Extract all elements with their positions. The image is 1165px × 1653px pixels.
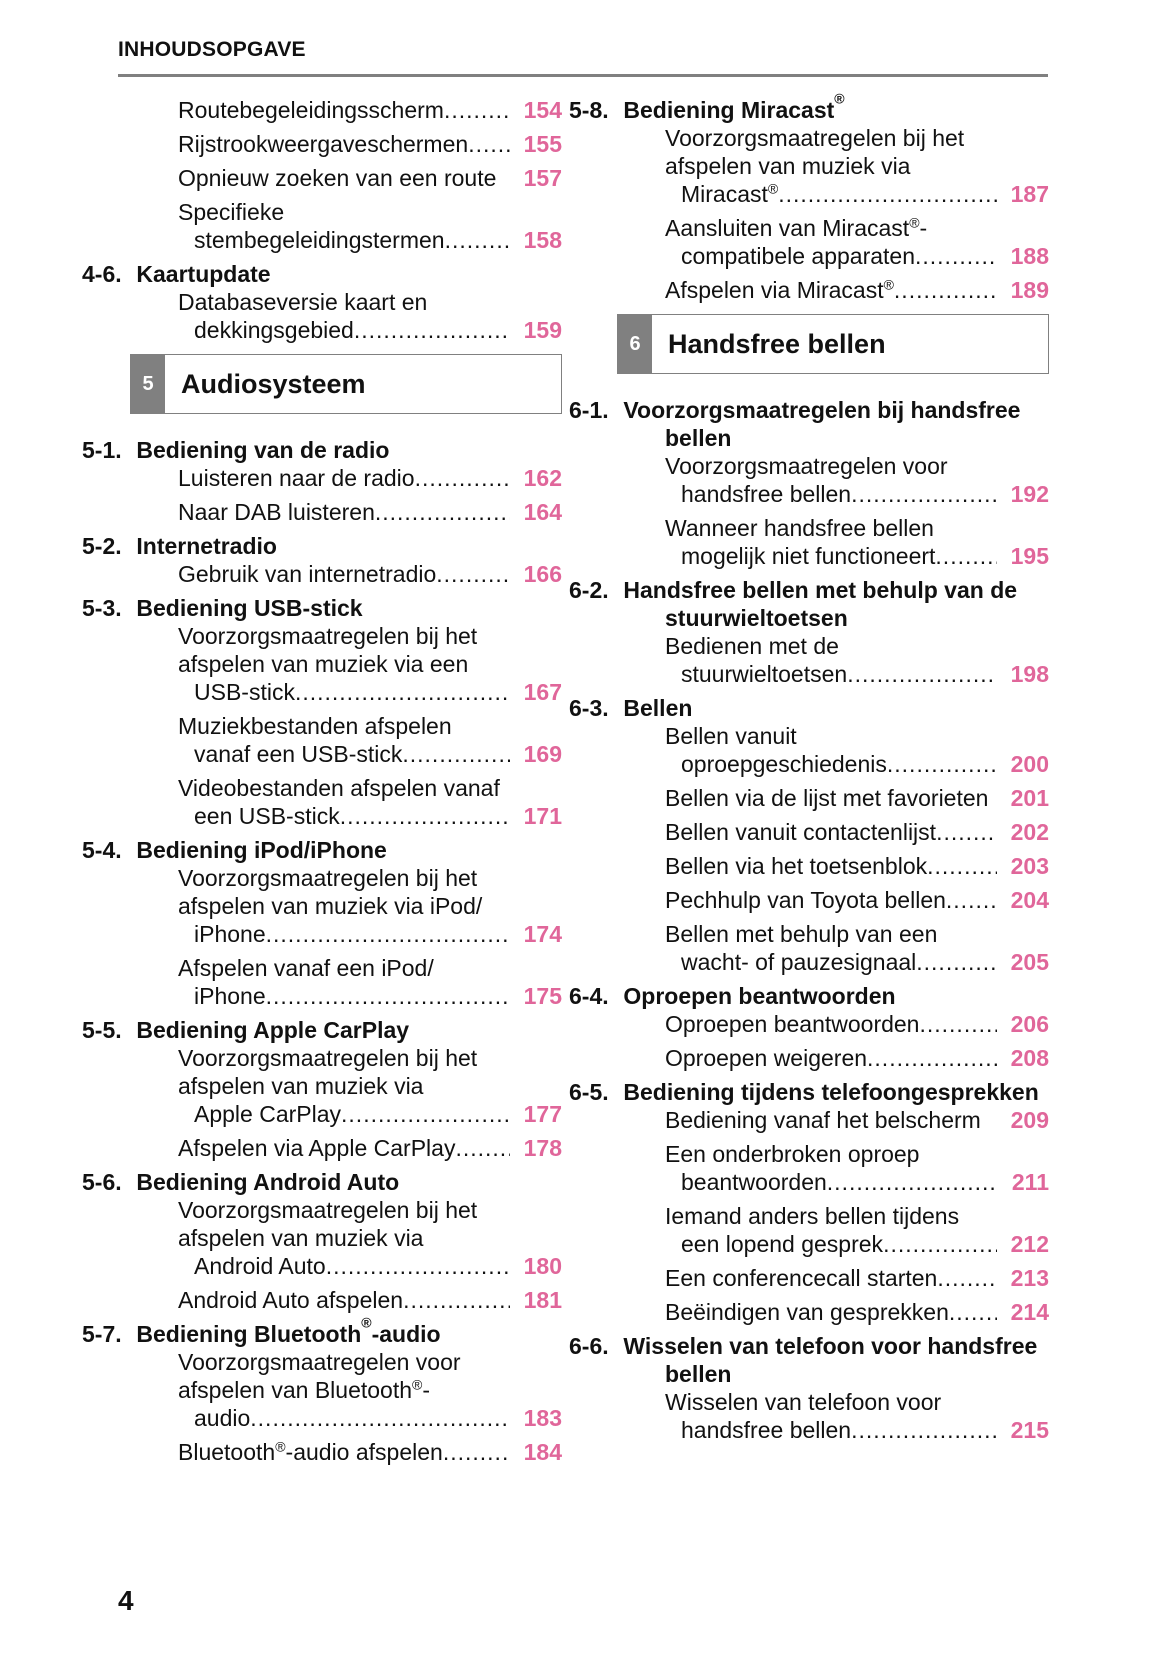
- toc-page-link[interactable]: 195: [1010, 543, 1049, 569]
- toc-entry[interactable]: [617, 920, 1049, 976]
- toc-entry-text: Videobestanden afspelen vanaf: [178, 775, 500, 801]
- dot-leader: [867, 1044, 997, 1072]
- section-heading[interactable]: 5-8. Bediening Miracast®: [569, 90, 845, 123]
- toc-entry-text: Voorzorgsmaatregelen bij het: [178, 865, 478, 891]
- toc-page-link[interactable]: 181: [523, 1287, 562, 1313]
- toc-page-link[interactable]: 202: [1010, 819, 1049, 845]
- toc-entry-text: afspelen van muziek via: [178, 1073, 424, 1099]
- toc-page-link[interactable]: 164: [523, 499, 562, 525]
- toc-group: [617, 452, 1049, 570]
- toc-group: [617, 1010, 1049, 1072]
- toc-entry-text: Databaseversie kaart en: [178, 289, 428, 315]
- toc-group: [617, 124, 1049, 304]
- toc-entry[interactable]: [617, 1106, 1049, 1134]
- section-heading[interactable]: 6-3. Bellen: [569, 695, 693, 721]
- dot-leader: [915, 242, 997, 270]
- section-title: Wisselen van telefoon voor handsfree bellen: [623, 1333, 1038, 1387]
- toc-group: [617, 1388, 1049, 1444]
- toc-entry[interactable]: [617, 1044, 1049, 1072]
- dot-leader: [415, 464, 510, 492]
- toc-entry-text: Voorzorgsmaatregelen voor: [178, 1349, 461, 1375]
- toc-group: [130, 1348, 562, 1466]
- toc-entry[interactable]: [130, 774, 562, 830]
- chapter-number: 5: [131, 355, 165, 413]
- toc-entry-text: Afspelen vanaf een iPod/: [178, 955, 434, 981]
- toc-page-link[interactable]: 187: [1010, 181, 1049, 207]
- toc-page-link[interactable]: 211: [1011, 1169, 1049, 1195]
- toc-entry[interactable]: [130, 1286, 562, 1314]
- toc-entry[interactable]: [130, 1134, 562, 1162]
- toc-entry-text: Bedienen met de: [665, 633, 839, 659]
- dot-leader: [936, 818, 997, 846]
- toc-page-link[interactable]: 205: [1010, 949, 1049, 975]
- toc-entry-text: iPhone: [194, 921, 266, 947]
- toc-entry-text: Routebegeleidingsscherm: [178, 97, 444, 123]
- section-heading[interactable]: 5-3. Bediening USB-stick: [82, 595, 363, 621]
- toc-entry-text: handsfree bellen: [681, 1417, 852, 1443]
- dot-leader: [946, 886, 997, 914]
- toc-entry[interactable]: [130, 96, 562, 124]
- section-title: Bediening Miracast: [623, 97, 835, 123]
- toc-entry-text: Bellen met behulp van een: [665, 921, 938, 947]
- toc-entry-text: beantwoorden: [681, 1169, 827, 1195]
- toc-entry-text: Aansluiten van Miracast®-: [665, 214, 928, 241]
- dot-leader: [444, 96, 510, 124]
- toc-entry-text: wacht- of pauzesignaal: [681, 949, 917, 975]
- toc-page-link[interactable]: 154: [523, 97, 562, 123]
- toc-page-link[interactable]: 167: [523, 679, 562, 705]
- dot-leader: [937, 1264, 997, 1292]
- toc-entry-text: Bellen via de lijst met favorieten: [665, 785, 989, 811]
- toc-entry-text: Luisteren naar de radio: [178, 465, 415, 491]
- toc-entry-text: Gebruik van internetradio: [178, 561, 437, 587]
- toc-page-link[interactable]: 203: [1010, 853, 1049, 879]
- toc-page-link[interactable]: 204: [1010, 887, 1049, 913]
- section-title: Internetradio: [136, 533, 277, 559]
- toc-page-link[interactable]: 200: [1010, 751, 1049, 777]
- toc-entry-text: dekkingsgebied: [194, 317, 354, 343]
- dot-leader: [927, 852, 997, 880]
- toc-entry[interactable]: [617, 1264, 1049, 1292]
- toc-entry[interactable]: [617, 1388, 1049, 1444]
- dot-leader: [341, 1100, 510, 1128]
- toc-entry[interactable]: [130, 1438, 562, 1466]
- toc-entry[interactable]: [617, 886, 1049, 914]
- toc-page-link[interactable]: 177: [523, 1101, 562, 1127]
- dot-leader: [266, 982, 510, 1010]
- toc-entry-text: Oproepen beantwoorden: [665, 1011, 920, 1037]
- toc-entry[interactable]: [617, 276, 1049, 304]
- toc-group: [130, 96, 562, 254]
- dot-leader: [402, 740, 510, 768]
- dot-leader: [894, 276, 997, 304]
- dot-leader: [340, 802, 510, 830]
- toc-entry-text: iPhone: [194, 983, 266, 1009]
- section-title: Bediening Bluetooth: [136, 1321, 362, 1347]
- toc-page-link[interactable]: 201: [1010, 785, 1049, 811]
- toc-page-link[interactable]: 189: [1010, 277, 1049, 303]
- toc-entry[interactable]: [617, 452, 1049, 508]
- toc-page-link[interactable]: 206: [1010, 1011, 1049, 1037]
- toc-entry[interactable]: [130, 288, 562, 344]
- registered-mark: ®: [361, 1314, 372, 1331]
- chapter-title: Handsfree bellen: [668, 328, 886, 359]
- section-heading[interactable]: 5-4. Bediening iPod/iPhone: [82, 837, 387, 863]
- toc-entry[interactable]: [617, 214, 1049, 270]
- toc-entry[interactable]: [617, 1298, 1049, 1326]
- toc-entry-text: Voorzorgsmaatregelen bij het: [178, 623, 478, 649]
- toc-entry-text: Opnieuw zoeken van een route: [178, 165, 497, 191]
- toc-entry-text: Rijstrookweergaveschermen: [178, 131, 469, 157]
- toc-page-link[interactable]: 214: [1010, 1299, 1049, 1325]
- header-rule: [118, 74, 1048, 77]
- chapter-number: 6: [618, 315, 652, 373]
- toc-entry-text: mogelijk niet functioneert: [681, 543, 936, 569]
- dot-leader: [468, 130, 510, 158]
- dot-leader: [778, 180, 997, 208]
- toc-page-link[interactable]: 174: [523, 921, 562, 947]
- left-column: [82, 96, 562, 1472]
- dot-leader: [455, 1134, 510, 1162]
- toc-entry-text: Afspelen via Apple CarPlay: [178, 1135, 456, 1161]
- section-heading[interactable]: 5-2. Internetradio: [82, 533, 277, 559]
- toc-entry-text: een lopend gesprek: [681, 1231, 884, 1257]
- section-title: Kaartupdate: [136, 261, 271, 287]
- toc-entry-text: Oproepen weigeren: [665, 1045, 868, 1071]
- section-title: Handsfree bellen met behulp van de stuurwieltoetsen: [623, 577, 1018, 631]
- toc-page-link[interactable]: 192: [1010, 481, 1049, 507]
- section-title: Bediening Apple CarPlay: [136, 1017, 410, 1043]
- toc-entry-text: Wisselen van telefoon voor: [665, 1389, 942, 1415]
- section-title: Bediening tijdens telefoongesprekken: [623, 1079, 1039, 1105]
- toc-page-link[interactable]: 212: [1010, 1231, 1049, 1257]
- toc-page-link[interactable]: 184: [523, 1439, 562, 1465]
- toc-entry[interactable]: [617, 1010, 1049, 1038]
- toc-entry-text: Voorzorgsmaatregelen bij het: [665, 125, 965, 151]
- section-title: Bediening iPod/iPhone: [136, 837, 387, 863]
- toc-entry-text: Voorzorgsmaatregelen bij het: [178, 1197, 478, 1223]
- toc-entry[interactable]: [617, 632, 1049, 688]
- chapter-banner[interactable]: [130, 354, 562, 414]
- toc-entry-text: oproepgeschiedenis: [681, 751, 887, 777]
- section-title-suffix: -audio: [371, 1321, 441, 1347]
- chapter-title: Audiosysteem: [181, 368, 366, 399]
- toc-entry-text: Bediening vanaf het belscherm: [665, 1107, 981, 1133]
- toc-entry[interactable]: [617, 784, 1049, 812]
- toc-entry-text: Miracast®: [681, 180, 779, 207]
- toc-entry-text: vanaf een USB-stick: [194, 741, 403, 767]
- page-header: INHOUDSOPGAVE: [118, 38, 306, 61]
- section-title: Bellen: [623, 695, 693, 721]
- dot-leader: [883, 1230, 997, 1258]
- toc-page-link[interactable]: 171: [523, 803, 562, 829]
- toc-group: [617, 632, 1049, 688]
- toc-entry[interactable]: [130, 712, 562, 768]
- toc-entry-text: afspelen van muziek via: [665, 153, 911, 179]
- toc-page-link[interactable]: 159: [523, 317, 562, 343]
- dot-leader: [919, 1010, 997, 1038]
- section-heading[interactable]: 5-1. Bediening van de radio: [82, 437, 390, 463]
- toc-entry[interactable]: [130, 954, 562, 1010]
- toc-entry-text: Voorzorgsmaatregelen voor: [665, 453, 948, 479]
- toc-page-link[interactable]: 169: [523, 741, 562, 767]
- section-title: Bediening Android Auto: [136, 1169, 400, 1195]
- toc-entry-text: stembegeleidingstermen: [194, 227, 445, 253]
- toc-entry[interactable]: [617, 1202, 1049, 1258]
- toc-entry[interactable]: [130, 622, 562, 706]
- dot-leader: [326, 1252, 510, 1280]
- toc-entry-text: Wanneer handsfree bellen: [665, 515, 934, 541]
- toc-page-link[interactable]: 175: [523, 983, 562, 1009]
- toc-entry[interactable]: [130, 560, 562, 588]
- toc-entry[interactable]: [617, 124, 1049, 208]
- toc-entry-text: Android Auto: [194, 1253, 326, 1279]
- toc-entry[interactable]: [617, 852, 1049, 880]
- toc-entry-text: Android Auto afspelen: [178, 1287, 404, 1313]
- toc-entry-text: Bellen vanuit contactenlijst: [665, 819, 937, 845]
- toc-page-link[interactable]: 183: [523, 1405, 562, 1431]
- toc-entry[interactable]: [617, 818, 1049, 846]
- toc-page-link[interactable]: 158: [523, 227, 562, 253]
- section-heading[interactable]: 6-4. Oproepen beantwoorden: [569, 983, 896, 1009]
- toc-entry-text: afspelen van muziek via iPod/: [178, 893, 483, 919]
- toc-entry-text: Naar DAB luisteren: [178, 499, 375, 525]
- toc-entry-text: Bluetooth®-audio afspelen: [178, 1438, 443, 1465]
- section-heading[interactable]: 5-7. Bediening Bluetooth®-audio: [82, 1314, 441, 1347]
- chapter-banner[interactable]: [617, 314, 1049, 374]
- section-title: Oproepen beantwoorden: [623, 983, 896, 1009]
- toc-entry-text: stuurwieltoetsen: [681, 661, 848, 687]
- toc-entry-text: USB-stick: [194, 679, 295, 705]
- section-heading[interactable]: 4-6. Kaartupdate: [82, 261, 271, 287]
- dot-leader: [445, 226, 510, 254]
- toc-entry-text: audio: [194, 1405, 251, 1431]
- toc-group: [130, 864, 562, 1010]
- dot-leader: [403, 1286, 510, 1314]
- dot-leader: [949, 1298, 997, 1326]
- toc-entry-text: Iemand anders bellen tijdens: [665, 1203, 960, 1229]
- toc-entry[interactable]: [130, 164, 562, 192]
- registered-mark: ®: [834, 90, 845, 107]
- dot-leader: [851, 480, 997, 508]
- toc-entry[interactable]: [617, 514, 1049, 570]
- right-column: [569, 90, 1049, 1450]
- dot-leader: [436, 560, 510, 588]
- dot-leader: [375, 498, 510, 526]
- toc-page-link[interactable]: 180: [523, 1253, 562, 1279]
- toc-group: [130, 560, 562, 588]
- toc-entry-text: Voorzorgsmaatregelen bij het: [178, 1045, 478, 1071]
- toc-page-link[interactable]: 215: [1010, 1417, 1049, 1443]
- toc-page-link[interactable]: 162: [523, 465, 562, 491]
- section-heading[interactable]: 6-5. Bediening tijdens telefoongesprekken: [569, 1079, 1039, 1105]
- toc-entry[interactable]: [130, 464, 562, 492]
- dot-leader: [266, 920, 510, 948]
- toc-group: [130, 1196, 562, 1314]
- toc-entry-text: compatibele apparaten: [681, 243, 915, 269]
- toc-group: [130, 1044, 562, 1162]
- section-heading[interactable]: 6-6. Wisselen van telefoon voor handsfree bellen: [569, 1333, 1038, 1387]
- toc-entry-text: Beëindigen van gesprekken: [665, 1299, 949, 1325]
- toc-entry[interactable]: [617, 1140, 1049, 1196]
- section-title: Voorzorgsmaatregelen bij handsfree bellen: [623, 397, 1021, 451]
- toc-entry-text: Afspelen via Miracast®: [665, 276, 894, 303]
- toc-entry-text: Apple CarPlay: [194, 1101, 342, 1127]
- toc-page-link[interactable]: 213: [1010, 1265, 1049, 1291]
- toc-entry[interactable]: [130, 130, 562, 158]
- toc-entry-text: afspelen van muziek via: [178, 1225, 424, 1251]
- dot-leader: [851, 1416, 997, 1444]
- toc-entry[interactable]: [130, 1044, 562, 1128]
- dot-leader: [354, 316, 510, 344]
- dot-leader: [295, 678, 510, 706]
- page-number: 4: [118, 1585, 134, 1616]
- toc-entry-text: Specifieke: [178, 199, 285, 225]
- section-heading[interactable]: 5-6. Bediening Android Auto: [82, 1169, 400, 1195]
- toc-entry-text: een USB-stick: [194, 803, 340, 829]
- toc-entry[interactable]: [130, 864, 562, 948]
- toc-entry-text: Bellen via het toetsenblok: [665, 853, 928, 879]
- dot-leader: [250, 1404, 510, 1432]
- section-title: Bediening USB-stick: [136, 595, 363, 621]
- toc-group: [130, 464, 562, 526]
- toc-entry-text: Een conferencecall starten: [665, 1265, 938, 1291]
- toc-entry[interactable]: [130, 198, 562, 254]
- section-heading[interactable]: 6-2. Handsfree bellen met behulp van de stuurwieltoetsen: [569, 577, 1018, 631]
- toc-entry[interactable]: [617, 722, 1049, 778]
- toc-group: [617, 1106, 1049, 1326]
- toc-entry-text: Muziekbestanden afspelen: [178, 713, 452, 739]
- toc-page-link[interactable]: 178: [523, 1135, 562, 1161]
- toc-entry-text: Pechhulp van Toyota bellen: [665, 887, 946, 913]
- toc-page-link[interactable]: 157: [523, 165, 562, 191]
- toc-page-link[interactable]: 209: [1010, 1107, 1049, 1133]
- section-heading[interactable]: 6-1. Voorzorgsmaatregelen bij handsfree bellen: [569, 397, 1021, 451]
- toc-entry-text: afspelen van muziek via een: [178, 651, 469, 677]
- toc-entry[interactable]: [130, 1348, 562, 1432]
- dot-leader: [887, 750, 997, 778]
- toc-group: [617, 722, 1049, 976]
- toc-entry-text: afspelen van Bluetooth®-: [178, 1376, 431, 1403]
- dot-leader: [916, 948, 997, 976]
- toc-entry-text: Een onderbroken oproep: [665, 1141, 920, 1167]
- toc-page-link[interactable]: 198: [1010, 661, 1049, 687]
- dot-leader: [827, 1168, 997, 1196]
- dot-leader: [935, 542, 997, 570]
- toc-page-link[interactable]: 155: [523, 131, 562, 157]
- toc-entry[interactable]: [130, 1196, 562, 1280]
- toc-page-link[interactable]: 166: [523, 561, 562, 587]
- toc-entry[interactable]: [130, 498, 562, 526]
- toc-entry-text: Bellen vanuit: [665, 723, 797, 749]
- toc-page-link[interactable]: 188: [1010, 243, 1049, 269]
- toc-group: [130, 622, 562, 830]
- dot-leader: [847, 660, 997, 688]
- section-heading[interactable]: 5-5. Bediening Apple CarPlay: [82, 1017, 410, 1043]
- toc-entry-text: handsfree bellen: [681, 481, 852, 507]
- toc-page-link[interactable]: 208: [1010, 1045, 1049, 1071]
- section-title: Bediening van de radio: [136, 437, 390, 463]
- dot-leader: [443, 1438, 510, 1466]
- toc-group: [130, 288, 562, 344]
